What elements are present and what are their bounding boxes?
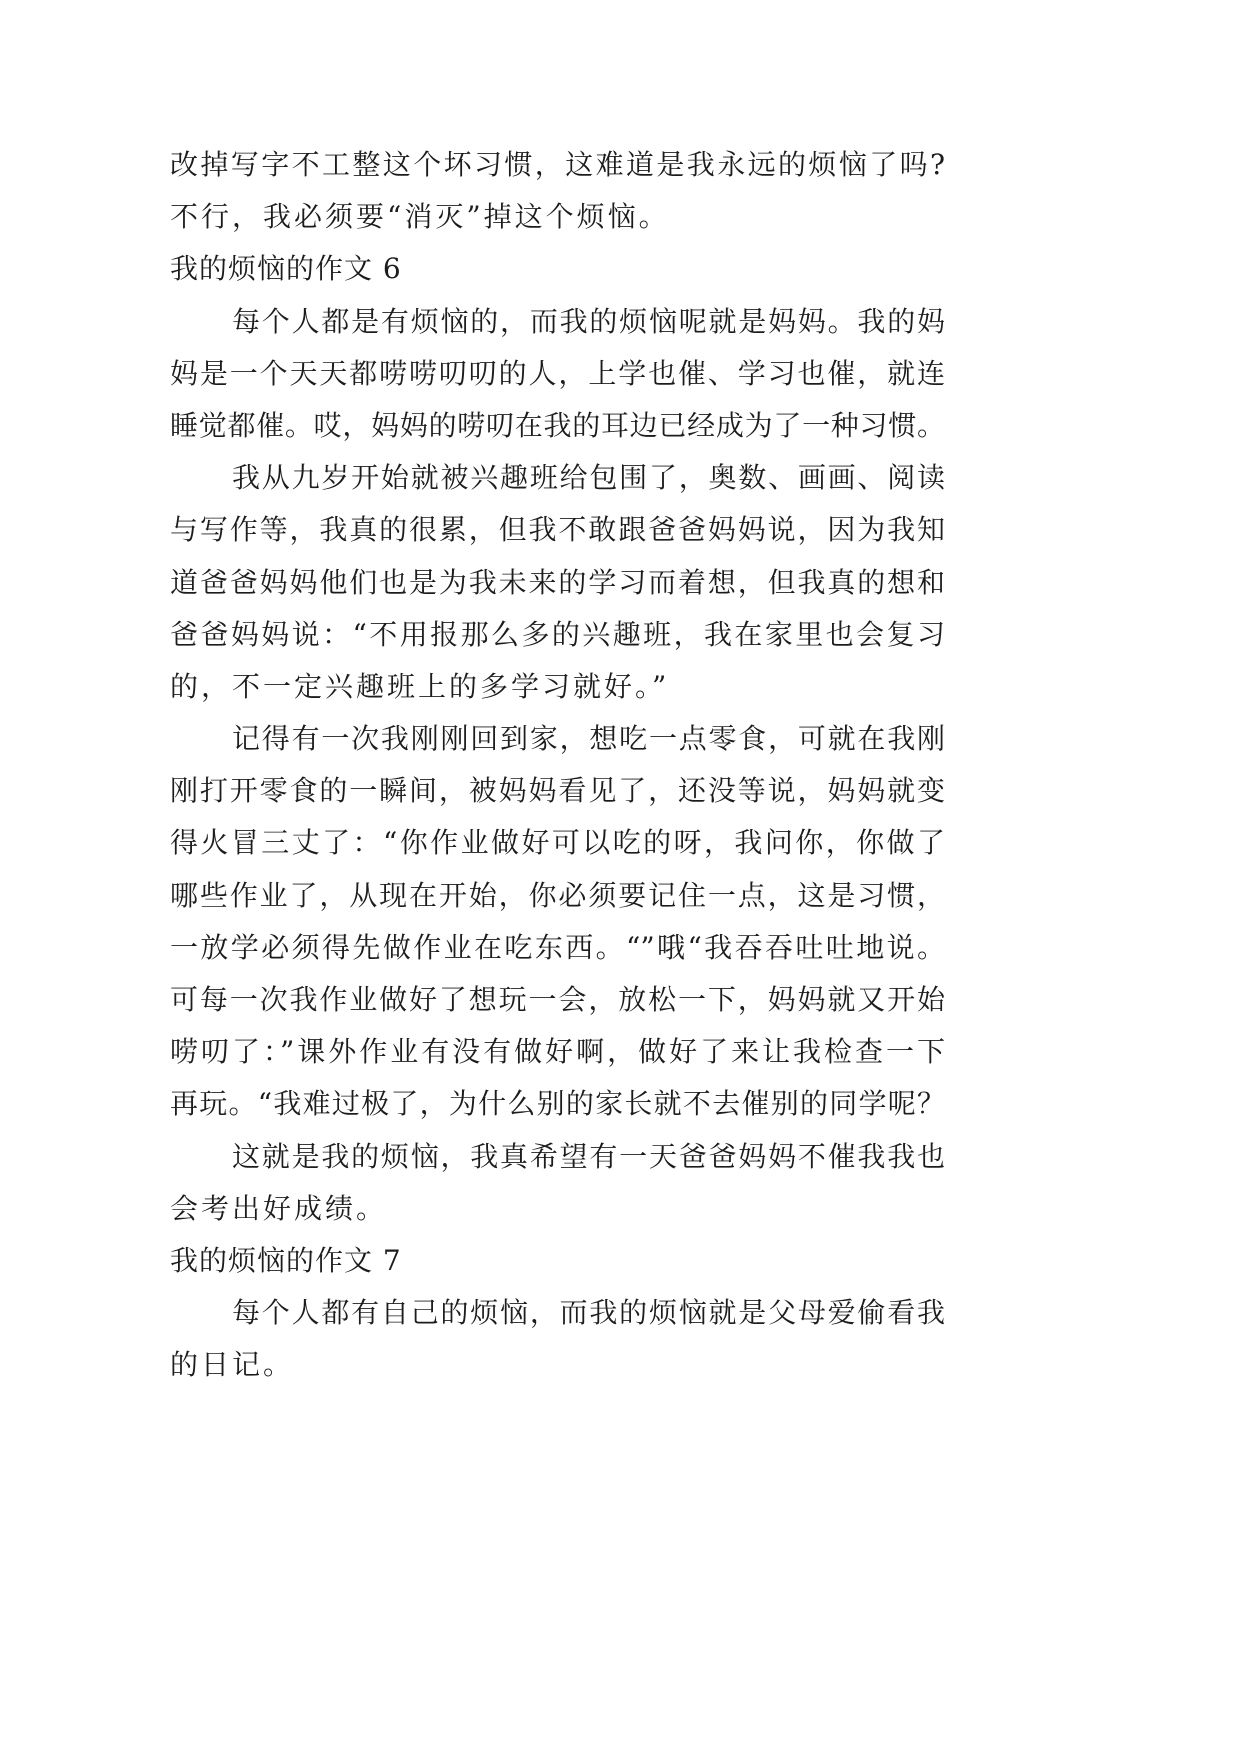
- text-line: 爸爸妈妈说：“不用报那么多的兴趣班，我在家里也会复习: [170, 617, 945, 651]
- text-line: 妈是一个天天都唠唠叨叨的人，上学也催、学习也催，就连: [170, 356, 945, 390]
- text-line: 我从九岁开始就被兴趣班给包围了，奥数、画画、阅读: [232, 461, 945, 495]
- text-line: 这就是我的烦恼，我真希望有一天爸爸妈妈不催我我也: [232, 1139, 945, 1173]
- text-line: 的，不一定兴趣班上的多学习就好。”: [170, 669, 670, 703]
- text-line: 得火冒三丈了：“你作业做好可以吃的呀，我问你，你做了: [170, 826, 945, 860]
- text-line: 道爸爸妈妈他们也是为我未来的学习而着想，但我真的想和: [170, 565, 945, 599]
- text-line: 再玩。“我难过极了，为什么别的家长就不去催别的同学呢？: [170, 1087, 945, 1121]
- text-line: 可每一次我作业做好了想玩一会，放松一下，妈妈就又开始: [170, 983, 945, 1016]
- paragraph: [170, 296, 945, 453]
- text-line: 的日记。: [170, 1348, 295, 1382]
- paragraph: [170, 139, 945, 243]
- paragraph: [170, 452, 945, 713]
- text-line: 每个人都有自己的烦恼，而我的烦恼就是父母爱偷看我: [232, 1296, 945, 1330]
- text-line: 唠叨了：”课外作业有没有做好啊，做好了来让我检查一下: [170, 1035, 945, 1069]
- paragraph: [170, 1287, 945, 1391]
- section-heading: 我的烦恼的作文 7: [170, 1243, 402, 1277]
- paragraph: [170, 1131, 945, 1235]
- section-heading: 我的烦恼的作文 6: [170, 252, 402, 286]
- text-line: 哪些作业了，从现在开始，你必须要记住一点，这是习惯，: [170, 878, 945, 912]
- text-line: 刚打开零食的一瞬间，被妈妈看见了，还没等说，妈妈就变: [170, 774, 945, 808]
- text-line: 每个人都是有烦恼的，而我的烦恼呢就是妈妈。我的妈: [232, 304, 945, 338]
- text-line: 一放学必须得先做作业在吃东西。“”哦“我吞吞吐吐地说。: [170, 930, 945, 964]
- text-line: 改掉写字不工整这个坏习惯，这难道是我永远的烦恼了吗?: [170, 148, 945, 181]
- document-body: [170, 139, 945, 1392]
- paragraph: [170, 713, 945, 1131]
- text-line: 会考出好成绩。: [170, 1191, 388, 1225]
- text-line: 睡觉都催。哎，妈妈的唠叨在我的耳边已经成为了一种习惯。: [170, 408, 945, 442]
- text-line: 与写作等，我真的很累，但我不敢跟爸爸妈妈说，因为我知: [170, 513, 945, 547]
- text-line: 记得有一次我刚刚回到家，想吃一点零食，可就在我刚: [232, 722, 945, 756]
- text-line: 不行，我必须要“消灭”掉这个烦恼。: [170, 200, 670, 234]
